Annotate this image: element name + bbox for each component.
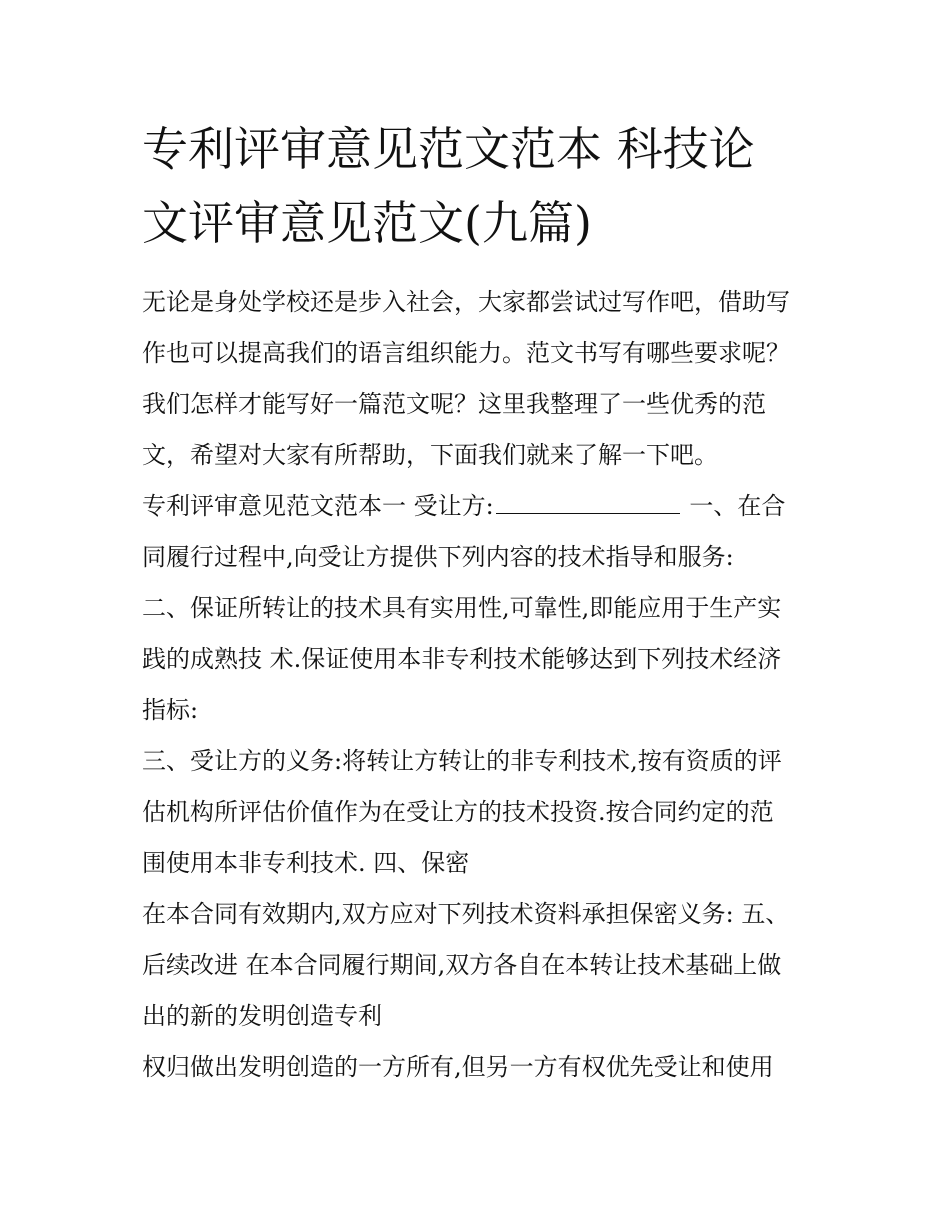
body-line: 我们怎样才能写好一篇范文呢？这里我整理了一些优秀的范	[142, 390, 766, 418]
body-line-with-blank	[142, 487, 832, 538]
body-line: 作也可以提高我们的语言组织能力。范文书写有哪些要求呢？	[142, 339, 790, 367]
body-line: 权归做出发明创造的一方所有,但另一方有权优先受让和使用	[142, 1053, 774, 1081]
body-line: 践的成熟技 术.保证使用本非专利技术能够达到下列技术经济	[142, 645, 782, 673]
body-line: 在本合同有效期内,双方应对下列技术资料承担保密义务: 五、	[142, 900, 790, 928]
title-line-2: 文评审意见范文(九篇)	[142, 196, 592, 250]
body-line: 三、受让方的义务:将转让方转让的非专利技术,按有资质的评	[142, 747, 782, 775]
body-line: 估机构所评估价值作为在受让方的技术投资.按合同约定的范	[142, 798, 774, 826]
fill-in-blank	[496, 491, 680, 514]
document-body	[142, 283, 832, 1099]
body-line: 无论是身处学校还是步入社会，大家都尝试过写作吧，借助写	[142, 288, 790, 316]
body-line-tail: 一、在合	[681, 492, 786, 520]
body-line: 围使用本非专利技术. 四、保密	[142, 849, 470, 877]
body-line: 同履行过程中,向受让方提供下列内容的技术指导和服务:	[142, 543, 734, 571]
document-title	[142, 112, 832, 260]
body-line: 后续改进 在本合同履行期间,双方各自在本转让技术基础上做	[142, 951, 782, 979]
body-line: 文，希望对大家有所帮助，下面我们就来了解一下吧。	[142, 441, 718, 469]
body-line: 出的新的发明创造专利	[142, 1002, 382, 1030]
title-line-1: 专利评审意见范文范本 科技论	[142, 122, 755, 176]
assignee-label: 专利评审意见范文范本一 受让方:	[142, 492, 494, 520]
body-line: 指标:	[142, 696, 199, 724]
body-line: 二、保证所转让的技术具有实用性,可靠性,即能应用于生产实	[142, 594, 782, 622]
